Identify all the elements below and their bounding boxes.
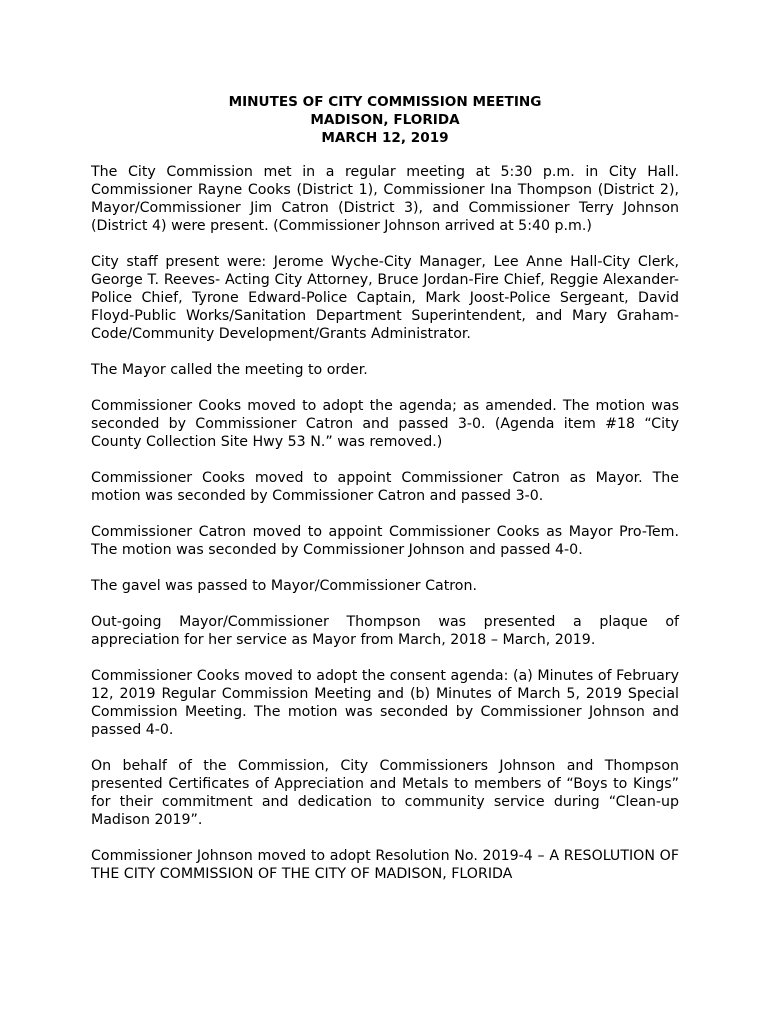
paragraph-mayor-appointment: Commissioner Cooks moved to appoint Commissioner Catron as Mayor. The motion was seconded by Commissioner Catron and passed 3-0.: [91, 470, 679, 504]
document-body: [91, 163, 679, 883]
paragraph-certificates: On behalf of the Commission, City Commissioners Johnson and Thompson presented Certificates of Appreciation and Metals to members of “Boys to Kings” for their commitment and dedication to community service during “Clean-up Madison 2019”.: [91, 758, 679, 828]
document-header: [91, 93, 679, 147]
paragraph-plaque: Out-going Mayor/Commissioner Thompson was presented a plaque of appreciation for her service as Mayor from March, 2018 – March, 2019.: [91, 614, 679, 648]
paragraph-agenda: Commissioner Cooks moved to adopt the agenda; as amended. The motion was seconded by Commissioner Catron and passed 3-0. (Agenda item #18 “City County Collection Site Hwy 53 N.” was removed.): [91, 398, 679, 450]
paragraph-consent-agenda: Commissioner Cooks moved to adopt the consent agenda: (a) Minutes of February 12, 2019 Regular Commission Meeting and (b) Minutes of March 5, 2019 Special Commission Meeting. The motion was seconded by Commissioner Johnson and passed 4-0.: [91, 668, 679, 738]
paragraph-attendance: The City Commission met in a regular meeting at 5:30 p.m. in City Hall. Commissioner Rayne Cooks (District 1), Commissioner Ina Thompson (District 2), Mayor/Commissioner Jim Catron (District 3), and Commissioner Terry Johnson (District 4) were present. (Commissioner Johnson arrived at 5:40 p.m.): [91, 164, 679, 234]
header-date: MARCH 12, 2019: [321, 130, 449, 146]
paragraph-resolution: Commissioner Johnson moved to adopt Resolution No. 2019-4 – A RESOLUTION OF THE CITY COMMISSION OF THE CITY OF MADISON, FLORIDA: [91, 848, 679, 882]
paragraph-staff: City staff present were: Jerome Wyche-City Manager, Lee Anne Hall-City Clerk, George T. Reeves- Acting City Attorney, Bruce Jordan-Fire Chief, Reggie Alexander-Police Chief, Tyrone Edward-Police Captain, Mark Joost-Police Sergeant, David Floyd-Public Works/Sanitation Department Superintendent, and Mary Graham-Code/Community Development/Grants Administrator.: [91, 254, 679, 342]
paragraph-gavel: The gavel was passed to Mayor/Commissioner Catron.: [91, 578, 477, 594]
header-title: MINUTES OF CITY COMMISSION MEETING: [228, 94, 542, 110]
paragraph-call-to-order: The Mayor called the meeting to order.: [91, 362, 368, 378]
header-location: MADISON, FLORIDA: [310, 112, 460, 128]
paragraph-mayor-pro-tem: Commissioner Catron moved to appoint Commissioner Cooks as Mayor Pro-Tem. The motion was seconded by Commissioner Johnson and passed 4-0.: [91, 524, 679, 558]
